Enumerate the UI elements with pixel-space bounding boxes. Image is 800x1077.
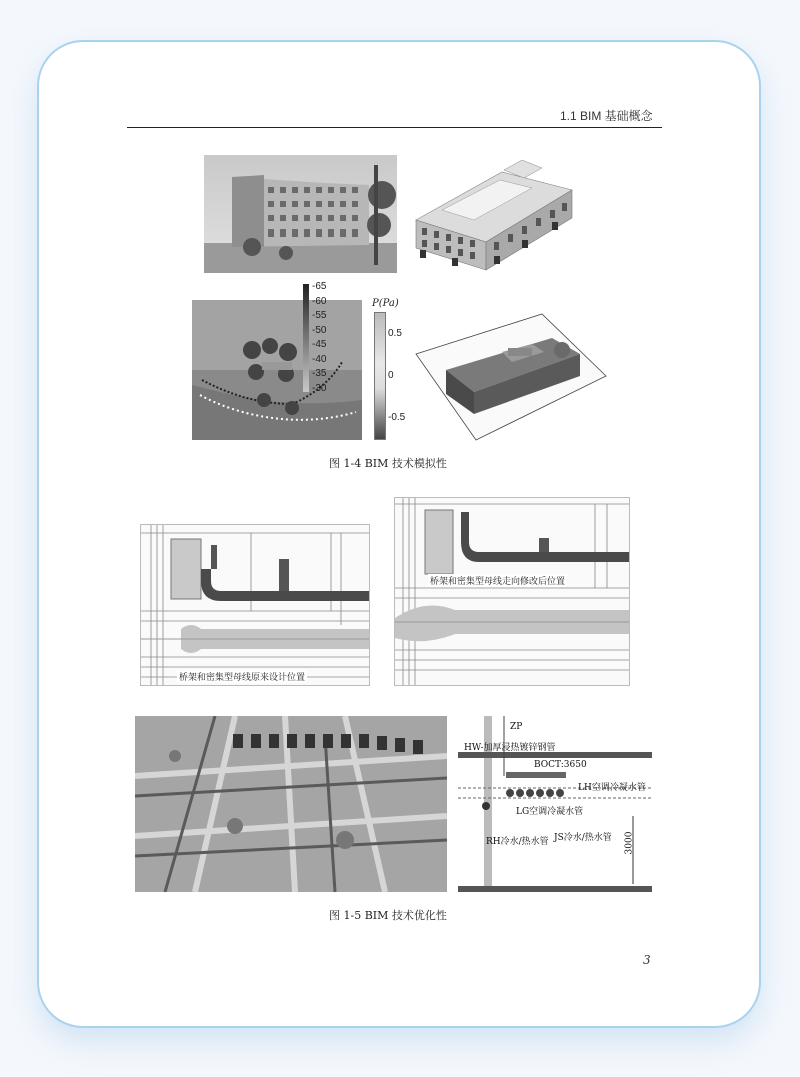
colorbar-left-tick: 55 <box>315 310 327 321</box>
colorbar-left-tick: 65 <box>315 281 327 292</box>
colorbar-right-tick <box>388 412 405 423</box>
running-header: 1.1 BIM 基础概念 <box>560 109 653 123</box>
colorbar-right-value: 0.5 <box>388 328 402 339</box>
label-dimension: 3000 <box>624 831 635 855</box>
header-rule <box>127 127 662 128</box>
mep-3d-render <box>135 716 447 892</box>
colorbar-left-tick: 60 <box>315 295 327 307</box>
colorbar-left-tick: 40 <box>315 353 327 365</box>
colorbar-right-tick <box>388 328 402 339</box>
label-lg: LG空调冷凝水管 <box>516 807 584 817</box>
label-zp: ZP <box>510 722 523 732</box>
colorbar-right-value: 0 <box>388 370 394 381</box>
label-rh: RH冷水/热水管 <box>486 837 549 847</box>
building-photo <box>204 155 397 273</box>
label-lh: LH空调冷凝水管 <box>578 783 646 793</box>
label-boct: BOCT:3650 <box>534 760 587 770</box>
label-modified-position: 桥架和密集型母线走向修改后位置 <box>428 574 567 587</box>
colorbar-right-title: P(Pa) <box>372 298 399 309</box>
label-original-position: 桥架和密集型母线原来设计位置 <box>177 670 307 683</box>
colorbar-right-value: -0.5 <box>388 412 406 423</box>
cad-original-layout <box>140 524 370 686</box>
figure-1-5-caption: 图 1-5 BIM 技术优化性 <box>329 909 447 922</box>
colorbar-left-tick: 30 <box>315 382 327 394</box>
pipe-labels <box>458 716 652 892</box>
label-js: JS冷水/热水管 <box>554 833 612 843</box>
colorbar-left-tick: 50 <box>315 324 327 336</box>
colorbar-left <box>303 284 309 392</box>
wind-simulation-model <box>412 310 608 444</box>
cad-modified-layout <box>394 497 630 686</box>
colorbar-left-tick: 35 <box>315 368 327 379</box>
page-number: 3 <box>643 953 651 967</box>
figure-1-4-caption: 图 1-4 BIM 技术模拟性 <box>329 457 447 470</box>
colorbar-left-labels: -65 -60 -55 -50 -45 -40 -35 -30 <box>312 281 327 394</box>
thermal-contour-map <box>192 300 362 440</box>
colorbar-right <box>374 312 386 440</box>
label-hw: HW-加厚浸热镀锌钢管 <box>464 743 556 753</box>
isometric-building-model <box>412 150 576 272</box>
colorbar-left-tick: 45 <box>315 339 327 350</box>
colorbar-right-tick <box>388 370 394 381</box>
